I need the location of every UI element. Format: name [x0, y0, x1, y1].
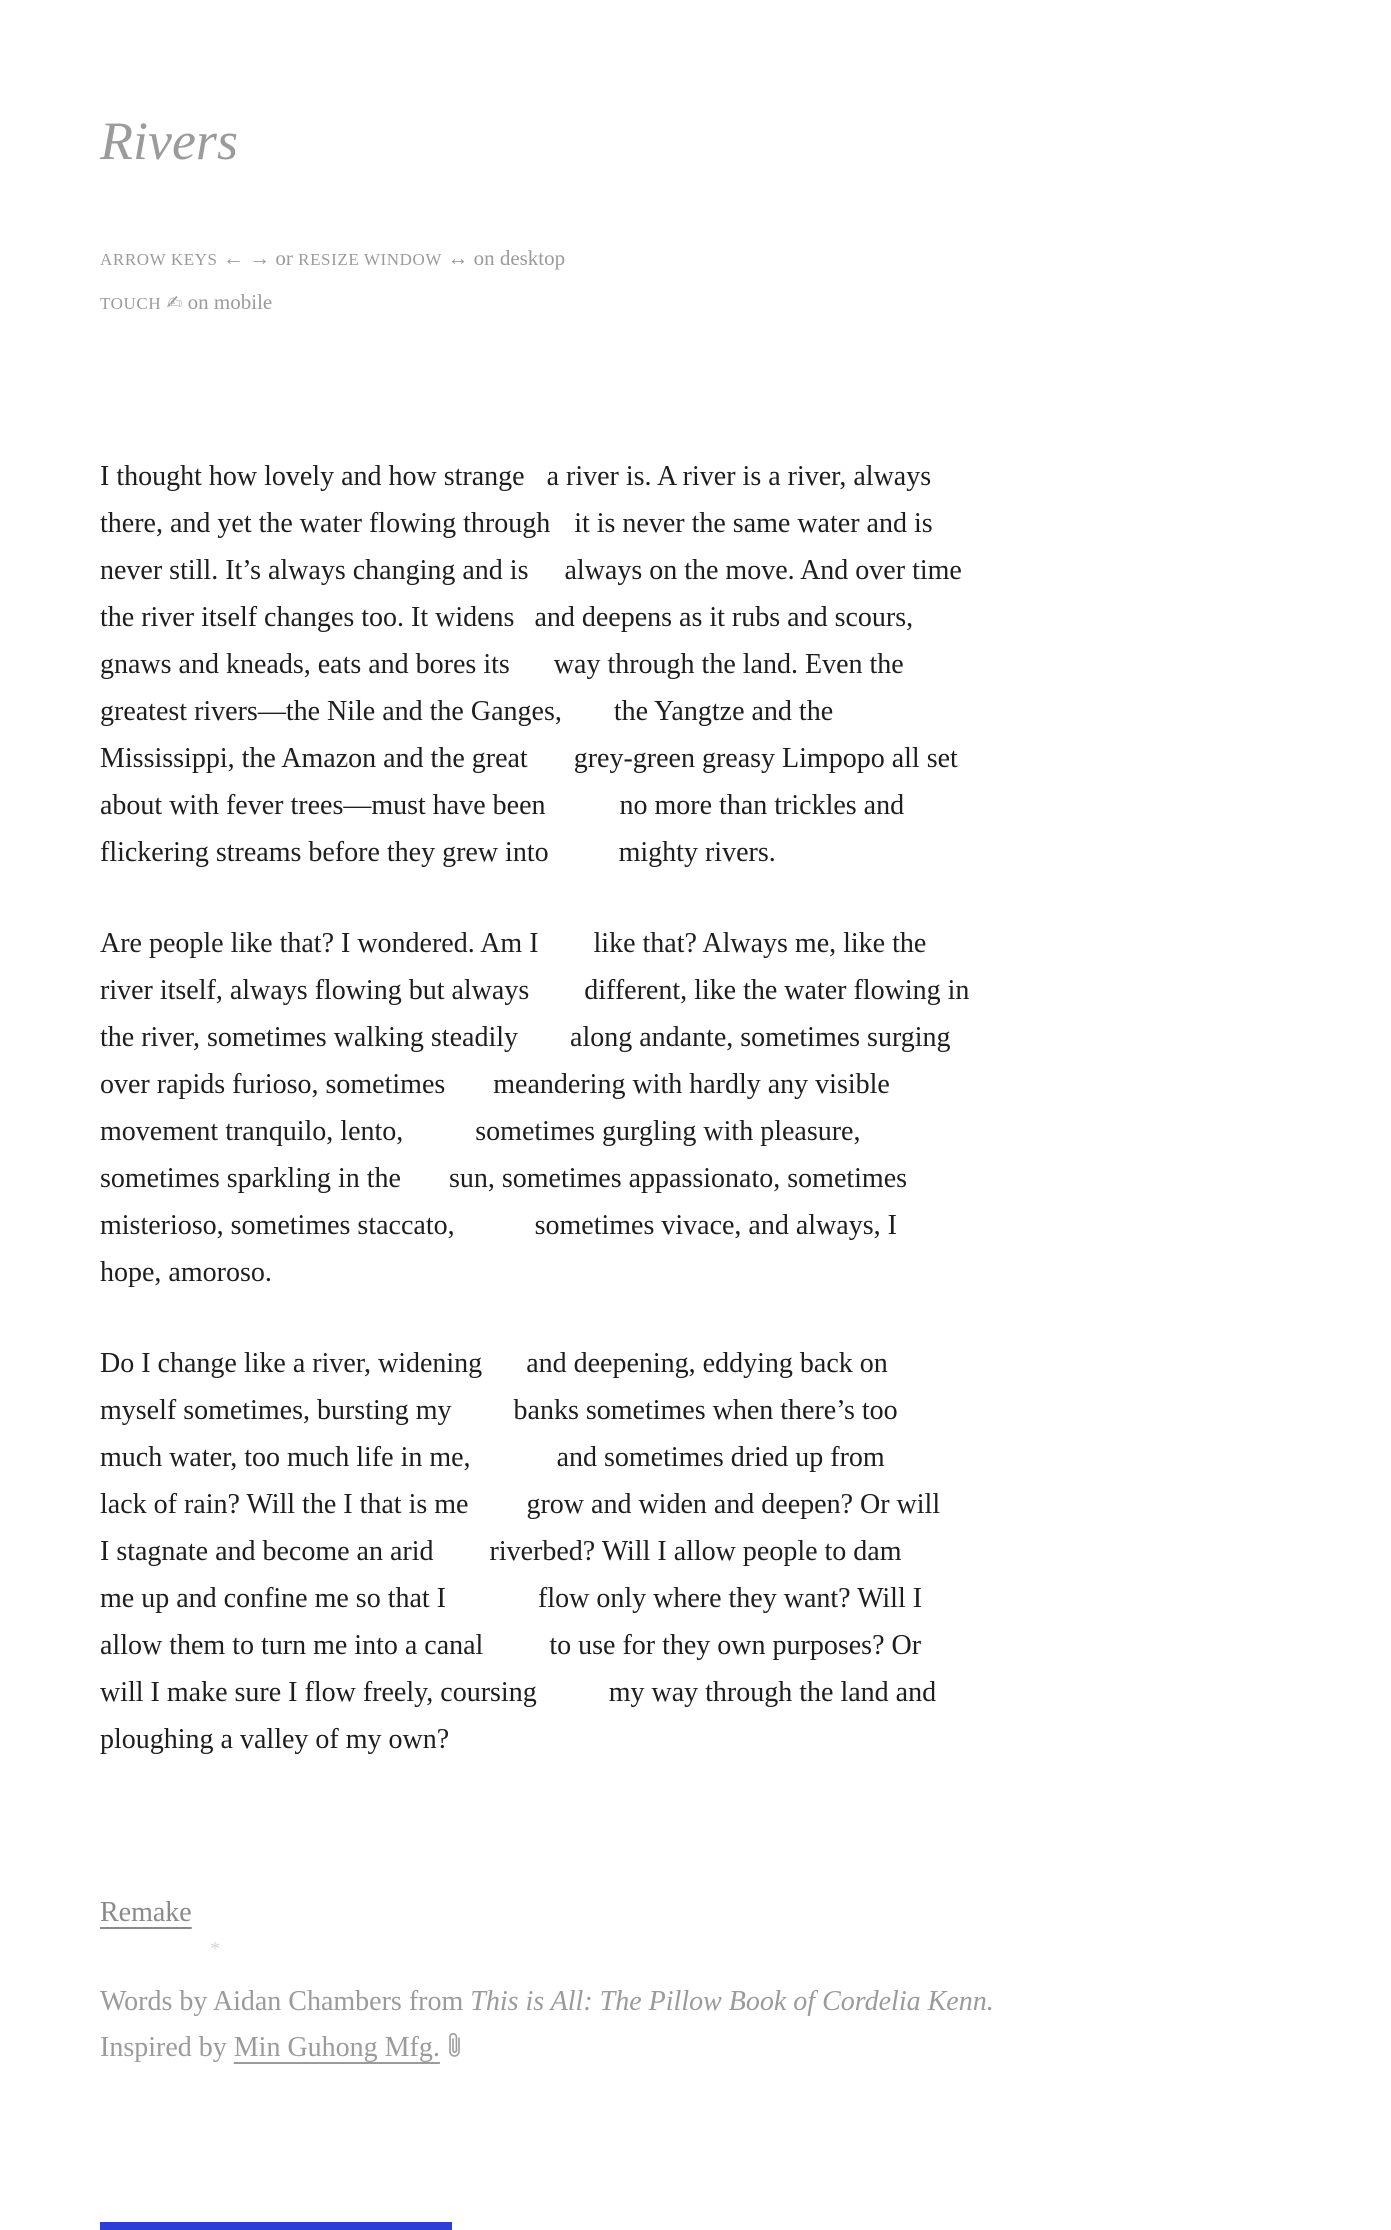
poem-line: [100, 1434, 1391, 1481]
river-gap: [537, 1700, 609, 1701]
river-gap: [549, 860, 619, 861]
mobile-text: on mobile: [187, 290, 273, 315]
poem-line-left: flickering streams before they grew into: [100, 837, 549, 869]
poem-line-right: riverbed? Will I allow people to dam: [489, 1536, 902, 1568]
poem-line: [100, 453, 1391, 500]
poem-line-left: I thought how lovely and how strange: [100, 461, 525, 493]
poem[interactable]: [100, 453, 1391, 1763]
credits-line-inspired: [100, 2025, 1391, 2075]
poem-paragraph: [100, 453, 1391, 876]
poem-paragraph: [100, 920, 1391, 1296]
poem-line: [100, 641, 1391, 688]
remake-link[interactable]: Remake: [100, 1897, 192, 1929]
poem-line-right: sometimes vivace, and always, I: [534, 1210, 897, 1242]
poem-line-left: movement tranquilo, lento,: [100, 1116, 404, 1148]
poem-line-right: flow only where they want? Will I: [538, 1583, 923, 1615]
poem-line-left: over rapids furioso, sometimes: [100, 1069, 446, 1101]
river-gap: [528, 578, 564, 579]
poem-line-right: meandering with hardly any visible: [493, 1069, 890, 1101]
poem-line: [100, 594, 1391, 641]
poem-line: [100, 500, 1391, 547]
poem-line: [100, 967, 1391, 1014]
poem-line: [100, 782, 1391, 829]
poem-line-left: I stagnate and become an arid: [100, 1536, 434, 1568]
poem-line-left: Mississippi, the Amazon and the great: [100, 743, 528, 775]
page-title: Rivers: [100, 111, 238, 171]
river-gap: [434, 1559, 490, 1560]
poem-line-right: grow and widen and deepen? Or will: [526, 1489, 941, 1521]
poem-line-right: sometimes gurgling with pleasure,: [475, 1116, 861, 1148]
poem-line-left: misterioso, sometimes staccato,: [100, 1210, 455, 1242]
poem-line-right: the Yangtze and the: [613, 696, 834, 728]
river-gap: [539, 951, 594, 952]
poem-line-right: it is never the same water and is: [574, 508, 933, 540]
poem-line: [100, 1481, 1391, 1528]
river-gap: [514, 625, 534, 626]
river-gap: [471, 1465, 557, 1466]
poem-line-right: and deepens as it rubs and scours,: [534, 602, 914, 634]
river-gap: [446, 1606, 538, 1607]
poem-line-left: lack of rain? Will the I that is me: [100, 1489, 469, 1521]
poem-line: [100, 1249, 1391, 1296]
asterisk-mark: *: [210, 1938, 220, 1961]
poem-line: [100, 1622, 1391, 1669]
poem-line-left: ploughing a valley of my own?: [100, 1724, 450, 1756]
poem-line-right: my way through the land and: [608, 1677, 937, 1709]
bottom-blue-bar: [100, 2222, 452, 2230]
poem-line: [100, 1014, 1391, 1061]
poem-line-left: me up and confine me so that I: [100, 1583, 447, 1615]
poem-line-left: Are people like that? I wondered. Am I: [100, 928, 539, 960]
poem-line: [100, 688, 1391, 735]
poem-line-right: always on the move. And over time: [564, 555, 962, 587]
river-gap: [445, 1092, 493, 1093]
instructions: [100, 237, 1391, 325]
poem-line: [100, 1387, 1391, 1434]
poem-line: [100, 1155, 1391, 1202]
poem-line-left: about with fever trees—must have been: [100, 790, 546, 822]
poem-line-left: hope, amoroso.: [100, 1257, 272, 1289]
poem-line-right: way through the land. Even the: [553, 649, 904, 681]
poem-line-left: allow them to turn me into a canal: [100, 1630, 484, 1662]
river-gap: [482, 1371, 526, 1372]
poem-line: [100, 1669, 1391, 1716]
river-gap: [468, 1512, 526, 1513]
river-gap: [403, 1139, 475, 1140]
poem-line-right: a river is. A river is a river, always: [546, 461, 932, 493]
poem-paragraph: [100, 1340, 1391, 1763]
credits-line-words: [100, 1979, 1391, 2025]
river-gap: [401, 1186, 449, 1187]
touch-hand-icon: ✍: [166, 292, 183, 315]
poem-line-left: river itself, always flowing but always: [100, 975, 530, 1007]
poem-line-left: myself sometimes, bursting my: [100, 1395, 452, 1427]
poem-line-right: and deepening, eddying back on: [526, 1348, 888, 1380]
river-gap: [452, 1418, 514, 1419]
river-gap: [528, 766, 574, 767]
poem-line-right: different, like the water flowing in: [584, 975, 970, 1007]
river-gap: [550, 531, 574, 532]
desktop-text: on desktop: [473, 246, 566, 271]
river-gap: [455, 1233, 535, 1234]
poem-line-left: the river itself changes too. It widens: [100, 602, 515, 634]
min-guhong-link[interactable]: Min Guhong Mfg.: [233, 2032, 440, 2064]
poem-line: [100, 1716, 1391, 1763]
poem-line: [100, 1202, 1391, 1249]
river-gap: [510, 672, 554, 673]
poem-line: [100, 1575, 1391, 1622]
poem-line: [100, 1340, 1391, 1387]
poem-line-right: and sometimes dried up from: [556, 1442, 885, 1474]
poem-line-right: no more than trickles and: [619, 790, 905, 822]
poem-line-left: will I make sure I flow freely, coursing: [100, 1677, 537, 1709]
poem-line: [100, 1108, 1391, 1155]
left-arrow-icon: ←: [222, 246, 244, 271]
river-gap: [562, 719, 614, 720]
poem-line-right: sun, sometimes appassionato, sometimes: [448, 1163, 908, 1195]
instructions-line-mobile: [100, 281, 1391, 325]
credit-prefix: Words by Aidan Chambers from: [100, 1986, 471, 2018]
inspired-prefix: Inspired by: [100, 2032, 234, 2064]
touch-label: TOUCH: [100, 294, 162, 314]
resize-arrow-icon: ↔: [447, 246, 469, 271]
poem-line-right: mighty rivers.: [618, 837, 776, 869]
paperclip-icon[interactable]: [446, 2029, 463, 2075]
river-gap: [525, 484, 547, 485]
river-gap: [546, 813, 620, 814]
resize-window-label: RESIZE WINDOW: [298, 250, 443, 270]
poem-line-right: to use for they own purposes? Or: [549, 1630, 922, 1662]
poem-line-left: sometimes sparkling in the: [100, 1163, 401, 1195]
right-arrow-icon: →: [249, 246, 271, 271]
river-gap: [529, 998, 584, 999]
or-text: or: [275, 246, 293, 271]
arrow-keys-label: ARROW KEYS: [100, 250, 218, 270]
river-gap: [518, 1045, 570, 1046]
book-title: This is All: The Pillow Book of Cordelia Kenn.: [470, 1986, 994, 2018]
poem-line-right: banks sometimes when there’s too: [513, 1395, 898, 1427]
poem-line-right: along andante, sometimes surging: [570, 1022, 951, 1054]
poem-line-right: grey-green greasy Limpopo all set: [573, 743, 958, 775]
poem-line: [100, 920, 1391, 967]
poem-line-left: never still. It’s always changing and is: [100, 555, 529, 587]
remake-wrap: [100, 1897, 1391, 1959]
poem-line-left: Do I change like a river, widening: [100, 1348, 483, 1380]
poem-line: [100, 735, 1391, 782]
poem-line-left: the river, sometimes walking steadily: [100, 1022, 519, 1054]
poem-line: [100, 547, 1391, 594]
poem-line-left: much water, too much life in me,: [100, 1442, 471, 1474]
poem-line: [100, 1061, 1391, 1108]
poem-line: [100, 829, 1391, 876]
poem-line-left: greatest rivers—the Nile and the Ganges,: [100, 696, 562, 728]
poem-line-right: like that? Always me, like the: [593, 928, 927, 960]
river-gap: [483, 1653, 549, 1654]
instructions-line-desktop: [100, 237, 1391, 281]
poem-line-left: there, and yet the water flowing through: [100, 508, 551, 540]
credits: [100, 1979, 1391, 2075]
poem-line: [100, 1528, 1391, 1575]
poem-line-left: gnaws and kneads, eats and bores its: [100, 649, 510, 681]
